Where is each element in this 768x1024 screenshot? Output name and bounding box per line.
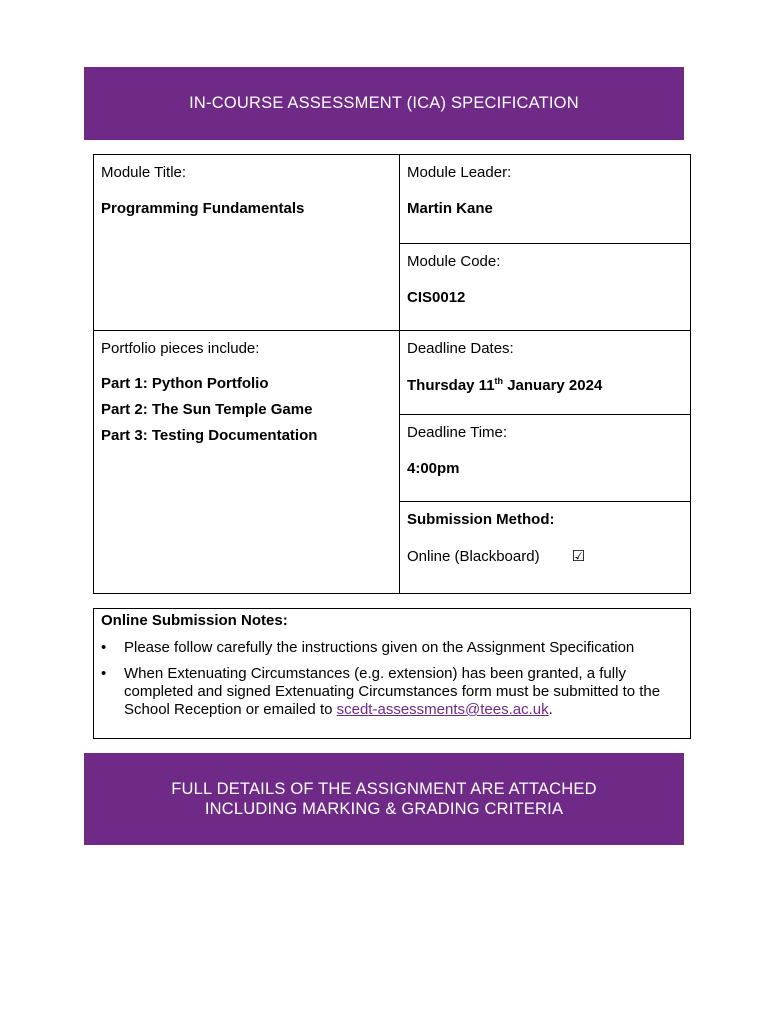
portfolio-part: Part 2: The Sun Temple Game xyxy=(101,401,313,418)
module-code-label: Module Code: xyxy=(407,253,501,270)
module-leader-cell xyxy=(400,155,690,243)
portfolio-cell xyxy=(94,331,399,593)
deadline-dates-cell xyxy=(400,331,690,414)
online-submission-notes xyxy=(93,608,691,739)
note-text: When Extenuating Circumstances (e.g. extension) has been granted, a fully completed and signed Extenuating Circumstances form must be submitted to the School Reception or emailed to xyxy=(124,665,661,718)
note-text-end: . xyxy=(548,701,553,718)
module-title-label: Module Title: xyxy=(101,164,187,181)
header-banner xyxy=(84,67,684,140)
module-leader-value: Martin Kane xyxy=(407,200,493,217)
list-item xyxy=(101,639,683,657)
deadline-date-month-year: January 2024 xyxy=(503,377,603,394)
portfolio-part: Part 1: Python Portfolio xyxy=(101,375,269,392)
submission-method-cell xyxy=(400,502,690,593)
submission-method-row xyxy=(407,547,683,565)
notes-title: Online Submission Notes: xyxy=(101,612,288,629)
deadline-dates-label: Deadline Dates: xyxy=(407,340,514,357)
list-item xyxy=(101,665,683,719)
email-link[interactable]: scedt-assessments@tees.ac.uk xyxy=(336,701,549,718)
module-code-value: CIS0012 xyxy=(407,289,466,306)
header-title: IN-COURSE ASSESSMENT (ICA) SPECIFICATION xyxy=(189,94,579,112)
footer-banner xyxy=(84,753,684,845)
module-leader-label: Module Leader: xyxy=(407,164,512,181)
portfolio-label: Portfolio pieces include: xyxy=(101,340,260,357)
deadline-date-day: Thursday 11 xyxy=(407,377,495,394)
notes-list xyxy=(101,639,683,719)
deadline-time-value: 4:00pm xyxy=(407,460,460,477)
portfolio-part: Part 3: Testing Documentation xyxy=(101,427,318,444)
submission-method-value: Online (Blackboard) xyxy=(407,547,540,565)
deadline-date-ordinal: th xyxy=(494,376,504,386)
bullet-icon: • xyxy=(101,665,107,682)
module-title-value: Programming Fundamentals xyxy=(101,200,305,217)
note-text: Please follow carefully the instructions given on the Assignment Specification xyxy=(124,639,635,656)
module-title-cell xyxy=(94,155,399,330)
footer-line-2: INCLUDING MARKING & GRADING CRITERIA xyxy=(204,800,564,818)
module-info-table xyxy=(93,154,691,594)
module-code-cell xyxy=(400,244,690,330)
deadline-time-label: Deadline Time: xyxy=(407,424,508,441)
submission-method-label: Submission Method: xyxy=(407,511,555,528)
bullet-icon: • xyxy=(101,639,107,656)
footer-line-1: FULL DETAILS OF THE ASSIGNMENT ARE ATTACHED xyxy=(171,780,597,798)
checkbox-checked-icon: ☑ xyxy=(571,548,586,565)
deadline-date-value xyxy=(407,376,683,394)
deadline-time-cell xyxy=(400,415,690,501)
portfolio-parts-list xyxy=(101,375,392,444)
